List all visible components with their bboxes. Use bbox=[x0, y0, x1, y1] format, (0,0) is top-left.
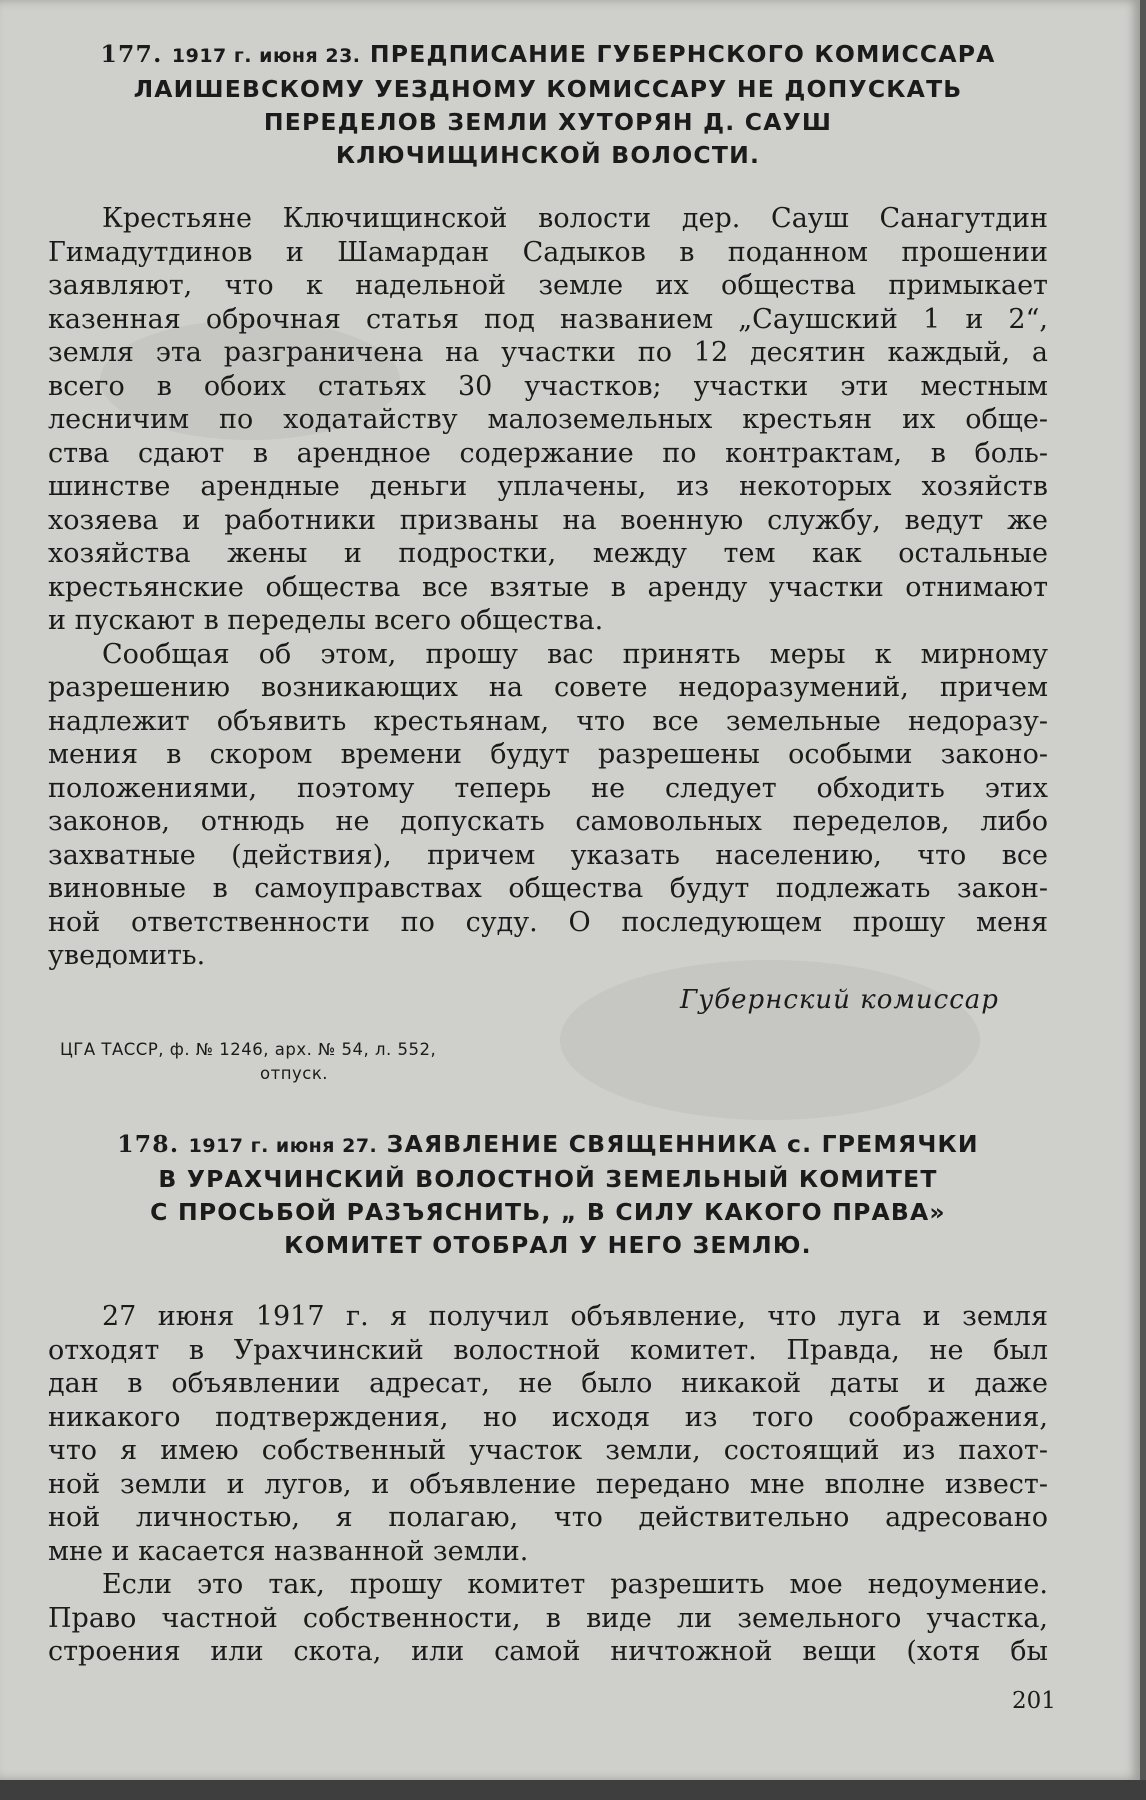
doc177-line: и пускают в переделы всего общества. bbox=[48, 605, 604, 636]
doc178-number: 178. bbox=[117, 1130, 180, 1158]
doc178-line: Если это так, прошу комитет разрешить мое недоумение. bbox=[102, 1569, 1048, 1600]
archive-line1: ЦГА ТАССР, ф. № 1246, арх. № 54, л. 552, bbox=[60, 1040, 437, 1059]
doc177-line: шинстве арендные деньги уплачены, из некоторых хозяйств bbox=[48, 471, 1048, 502]
doc177-line: ной ответственности по суду. О последующем прошу меня bbox=[48, 906, 1048, 938]
doc177-line: захватные (действия), причем указать населению, что все bbox=[48, 839, 1048, 871]
doc178-line: строения или скота, или самой ничтожной вещи (хотя бы bbox=[48, 1636, 1048, 1667]
doc177-line: надлежит объявить крестьянам, что все земельные недоразу- bbox=[48, 705, 1048, 737]
doc177-line: Крестьяне Ключищинской волости дер. Сауш Санагутдин bbox=[102, 203, 1048, 234]
doc178-heading-line1 bbox=[48, 1128, 1048, 1163]
doc177-line: законов, отнюдь не допускать самовольных переделов, либо bbox=[48, 806, 1048, 837]
page-edge bbox=[0, 1780, 1146, 1800]
scan-smudge bbox=[560, 960, 980, 1120]
doc177-line: казенная оброчная статья под названием „Саушский 1 и 2“, bbox=[48, 303, 1048, 335]
doc178-title-part1: ЗАЯВЛЕНИЕ СВЯЩЕННИКА с. ГРЕМЯЧКИ bbox=[386, 1130, 979, 1158]
doc177-heading bbox=[48, 38, 1048, 172]
doc177-line: Сообщая об этом, прошу вас принять меры к мирному bbox=[102, 638, 1048, 670]
doc178-line: Право частной собственности, в виде ли земельного участка, bbox=[48, 1602, 1048, 1634]
doc177-line: земля эта разграничена на участки по 12 десятин каждый, а bbox=[48, 337, 1048, 368]
page-edge bbox=[1140, 0, 1146, 1800]
doc177-line: крестьянские общества все взятые в аренду участки отнимают bbox=[48, 571, 1048, 603]
doc178-line: никакого подтверждения, но исходя из того соображения, bbox=[48, 1401, 1048, 1433]
doc177-line: уведомить. bbox=[48, 940, 206, 971]
doc178-line: отходят в Урахчинский волостной комитет. Правда, не был bbox=[48, 1334, 1048, 1366]
doc178-title-part4: КОМИТЕТ ОТОБРАЛ У НЕГО ЗЕМЛЮ. bbox=[284, 1231, 812, 1259]
doc177-line: заявляют, что к надельной земле их общества примыкает bbox=[48, 270, 1048, 301]
doc177-title-part4: КЛЮЧИЩИНСКОЙ ВОЛОСТИ. bbox=[335, 141, 761, 169]
doc178-date: 1917 г. июня 27. bbox=[188, 1135, 378, 1157]
doc178-line: ной личностью, я полагаю, что действительно адресовано bbox=[48, 1502, 1048, 1533]
page-number: 201 bbox=[1012, 1688, 1056, 1714]
doc177-line: хозяйства жены и подростки, между тем как остальные bbox=[48, 538, 1048, 569]
doc178-line: дан в объявлении адресат, не было никакой даты и даже bbox=[48, 1368, 1048, 1399]
doc177-heading-line1 bbox=[48, 38, 1048, 73]
doc177-title-part1: ПРЕДПИСАНИЕ ГУБЕРНСКОГО КОМИССАРА bbox=[369, 40, 996, 68]
doc177-title-part3: ПЕРЕДЕЛОВ ЗЕМЛИ ХУТОРЯН Д. САУШ bbox=[263, 108, 833, 136]
doc178-line: ной земли и лугов, и объявление передано мне вполне извест- bbox=[48, 1468, 1048, 1500]
doc177-number: 177. bbox=[100, 40, 163, 68]
doc178-body bbox=[48, 1300, 1048, 1669]
doc177-body bbox=[48, 202, 1048, 973]
doc177-line: разрешению возникающих на совете недоразумений, причем bbox=[48, 672, 1048, 703]
doc177-date: 1917 г. июня 23. bbox=[171, 45, 361, 67]
doc177-line: ства сдают в арендное содержание по контрактам, в боль- bbox=[48, 437, 1048, 469]
doc178-title-part2: В УРАХЧИНСКИЙ ВОЛОСТНОЙ ЗЕМЕЛЬНЫЙ КОМИТЕТ bbox=[158, 1165, 938, 1193]
doc178-heading bbox=[48, 1128, 1048, 1262]
archive-line2: отпуск. bbox=[260, 1064, 329, 1083]
doc177-archive-reference bbox=[60, 1038, 436, 1086]
doc178-title-part3: С ПРОСЬБОЙ РАЗЪЯСНИТЬ, „ В СИЛУ КАКОГО ПРАВА» bbox=[150, 1198, 946, 1226]
doc177-line: виновные в самоуправствах общества будут подлежать закон- bbox=[48, 873, 1048, 904]
doc178-line: 27 июня 1917 г. я получил объявление, что луга и земля bbox=[102, 1301, 1048, 1332]
doc177-title-part2: ЛАИШЕВСКОМУ УЕЗДНОМУ КОМИССАРУ НЕ ДОПУСКАТЬ bbox=[133, 75, 963, 103]
doc177-signature: Губернский комиссар bbox=[680, 985, 999, 1015]
doc177-line: положениями, поэтому теперь не следует обходить этих bbox=[48, 772, 1048, 804]
doc177-line: лесничим по ходатайству малоземельных крестьян их обще- bbox=[48, 404, 1048, 435]
doc177-line: Гимадутдинов и Шамардан Садыков в поданном прошении bbox=[48, 236, 1048, 268]
doc177-line: хозяева и работники призваны на военную службу, ведут же bbox=[48, 504, 1048, 536]
doc178-line: мне и касается названной земли. bbox=[48, 1535, 529, 1567]
doc178-line: что я имею собственный участок земли, состоящий из пахот- bbox=[48, 1435, 1048, 1466]
doc177-line: мения в скором времени будут разрешены особыми законо- bbox=[48, 739, 1048, 770]
doc177-line: всего в обоих статьях 30 участков; участки эти местным bbox=[48, 370, 1048, 402]
